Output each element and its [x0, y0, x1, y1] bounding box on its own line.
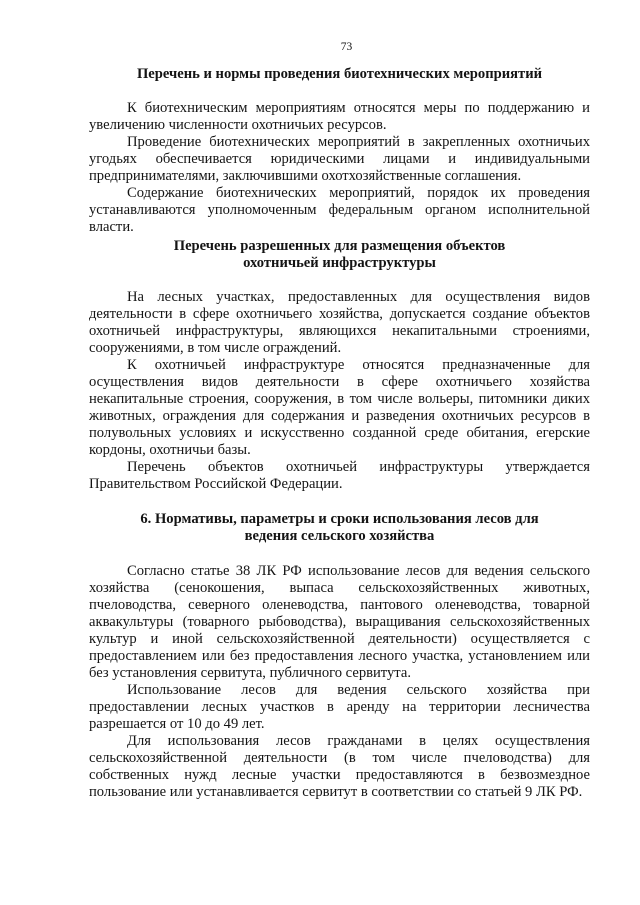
section-title-line: 6. Нормативы, параметры и сроки использования лесов для — [140, 511, 539, 527]
paragraph: Проведение биотехнических мероприятий в закрепленных охотничьих угодьях обеспечивается юридическими лицами и индивидуальными предпринимателями, заключившими охотхозяйственные соглашения. — [89, 134, 590, 184]
section-title-biotechnical: Перечень и нормы проведения биотехнических мероприятий — [136, 66, 543, 82]
section-title-agriculture — [89, 511, 590, 545]
paragraph: К биотехническим мероприятиям относятся меры по поддержанию и увеличению численности охотничьих ресурсов. — [89, 100, 590, 133]
paragraph: Для использования лесов гражданами в целях осуществления сельскохозяйственной деятельности (в том числе пчеловодства) для собственных нужд лесные участки предоставляются в безвозмездное пользование или устанавливается сервитут в соответствии со статьей 9 ЛК РФ. — [89, 733, 590, 800]
paragraph: На лесных участках, предоставленных для осуществления видов деятельности в сфере охотничьего хозяйства, допускается создание объектов охотничьей инфраструктуры, являющихся некапитальными строениями, сооружениями, в том числе ограждений. — [89, 289, 590, 356]
paragraph: Перечень объектов охотничьей инфраструктуры утверждается Правительством Российской Федерации. — [89, 459, 590, 492]
paragraph: Содержание биотехнических мероприятий, порядок их проведения устанавливаются уполномоченным федеральным органом исполнительной власти. — [89, 185, 590, 235]
paragraph: Использование лесов для ведения сельского хозяйства при предоставлении лесных участков в аренду на территории лесничества разрешается от 10 до 49 лет. — [89, 682, 590, 732]
section-title-infrastructure — [89, 238, 590, 272]
section-title-line: ведения сельского хозяйства — [244, 528, 435, 544]
section-title-line: охотничьей инфраструктуры — [243, 255, 436, 271]
section-title-line: Перечень разрешенных для размещения объектов — [173, 238, 506, 254]
paragraph: Согласно статье 38 ЛК РФ использование лесов для ведения сельского хозяйства (сенокошения, выпаса сельскохозяйственных животных, пчеловодства, северного оленеводства, пантового оленеводства, товарной аквакультуры (товарного рыбоводства), выращивания сельскохозяйственных культур и иной сельскохозяйственной деятельности) осуществляется с предоставлением или без предоставления лесного участка, установлением или без установления сервитута, публичного сервитута. — [89, 563, 590, 681]
page-number: 73 — [340, 41, 353, 53]
paragraph: К охотничьей инфраструктуре относятся предназначенные для осуществления видов деятельности в сфере охотничьего хозяйства некапитальные строения, сооружения, в том числе вольеры, питомники диких животных, ограждения для содержания и разведения охотничьих ресурсов в полувольных условиях и искусственно созданной среде обитания, егерские кордоны, охотничьи базы. — [89, 357, 590, 458]
